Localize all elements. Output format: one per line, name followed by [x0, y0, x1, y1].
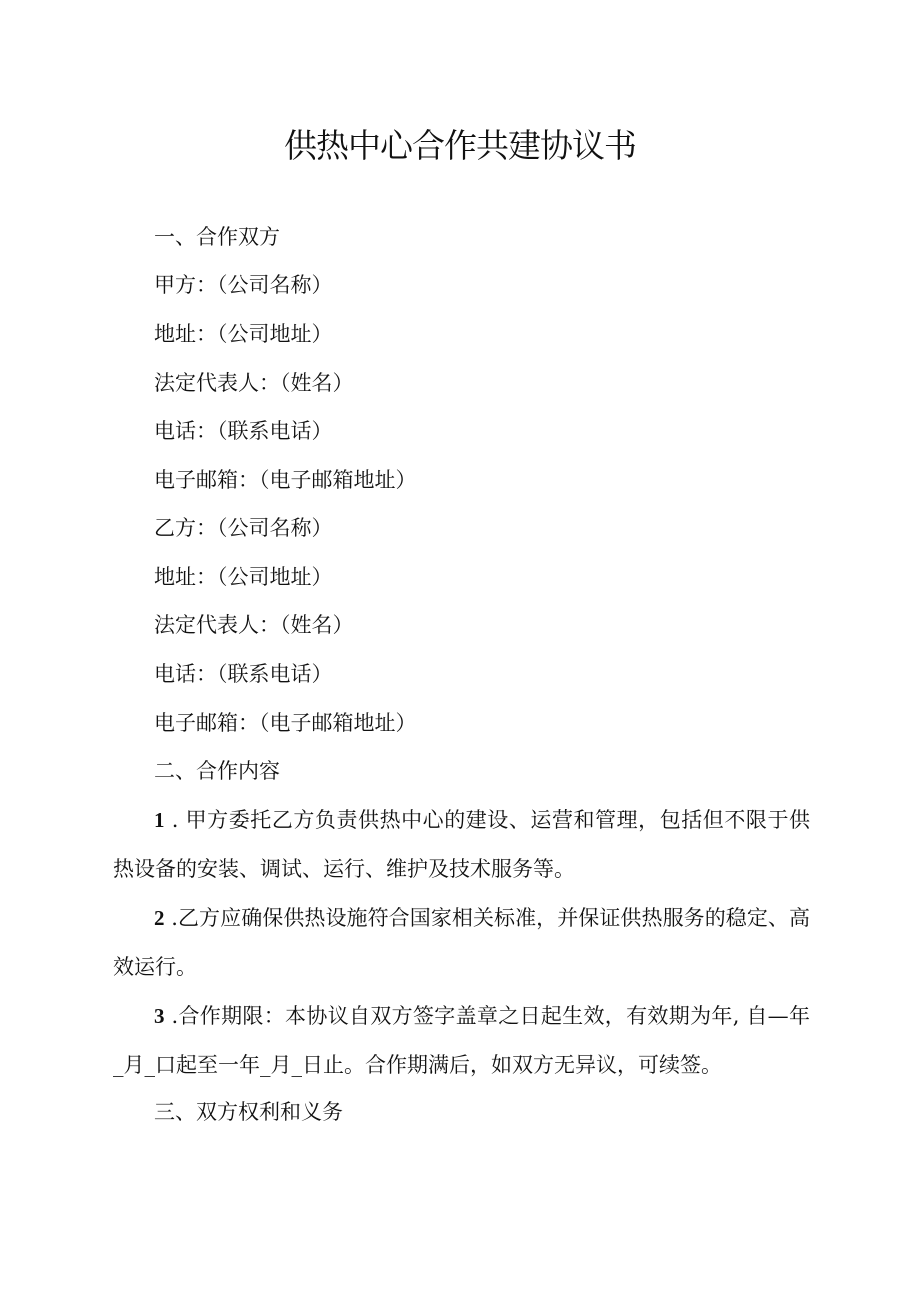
item-text: . 甲方委托乙方负责供热中心的建设、运营和管理，包括但不限于供热设备的安装、调试、运行、维护及技术服务等。 — [113, 808, 810, 881]
content-item-2 — [113, 894, 810, 992]
party-b-name: 乙方：（公司名称） — [154, 516, 333, 540]
document-title: 供热中心合作共建协议书 — [284, 126, 636, 165]
party-b-representative: 法定代表人：（姓名） — [154, 613, 354, 637]
content-item-3 — [113, 992, 810, 1090]
party-a-phone: 电话：（联系电话） — [154, 419, 333, 443]
party-b-email: 电子邮箱：（电子邮箱地址） — [154, 711, 417, 735]
content-item-1 — [113, 796, 810, 894]
party-a-address: 地址：（公司地址） — [154, 322, 333, 346]
party-a-name: 甲方：（公司名称） — [154, 273, 333, 297]
section-heading-rights: 三、双方权利和义务 — [154, 1100, 343, 1124]
item-number: 2 — [154, 906, 165, 930]
party-a-representative: 法定代表人：（姓名） — [154, 371, 354, 395]
party-b-address: 地址：（公司地址） — [154, 565, 333, 589]
party-a-email: 电子邮箱：（电子邮箱地址） — [154, 468, 417, 492]
item-text: .乙方应确保供热设施符合国家相关标准，并保证供热服务的稳定、高效运行。 — [113, 906, 810, 979]
item-text: .合作期限：本协议自双方签字盖章之日起生效，有效期为年, 自—年_月_口起至一年_月_日止。合作期满后，如双方无异议，可续签。 — [113, 1004, 810, 1077]
item-number: 1 — [154, 808, 165, 832]
party-b-phone: 电话：（联系电话） — [154, 662, 333, 686]
section-heading-content: 二、合作内容 — [154, 759, 280, 783]
item-number: 3 — [154, 1004, 165, 1028]
section-heading-parties: 一、合作双方 — [154, 225, 280, 249]
